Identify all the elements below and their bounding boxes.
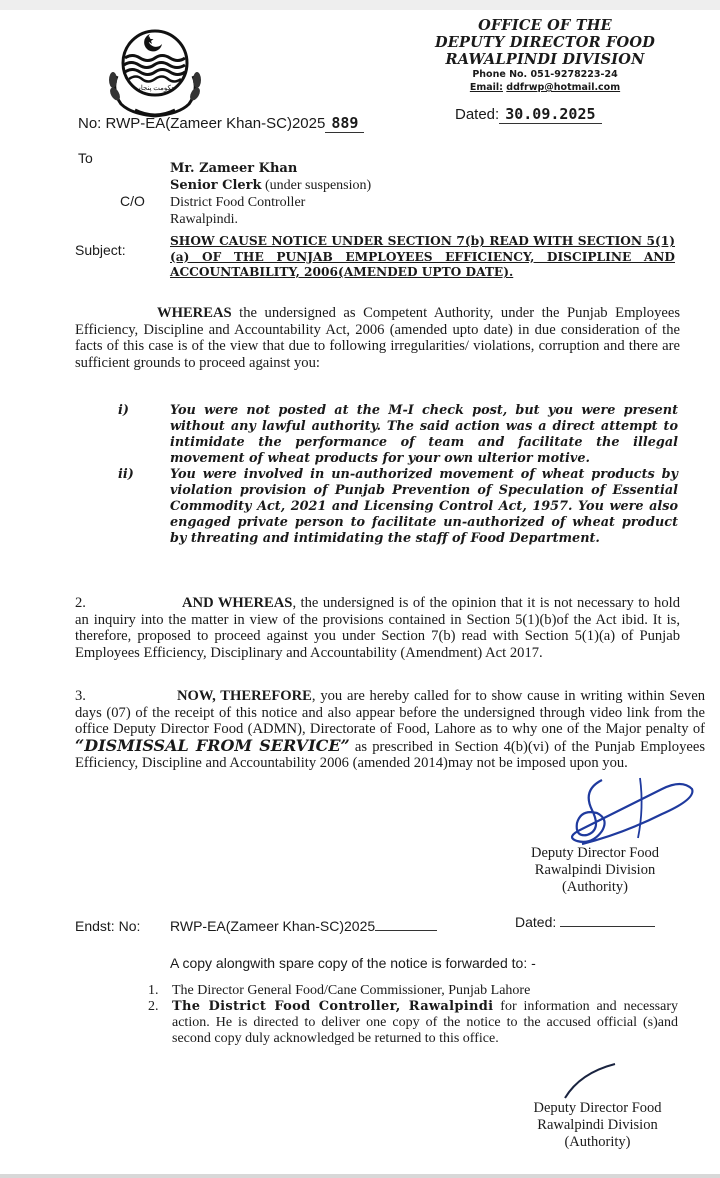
handwritten-date: 30.09.2025 [499,105,601,124]
office-line: OFFICE OF THE [478,17,612,34]
email-link[interactable]: ddfrwp@hotmail.com [506,82,621,93]
office-letterhead [420,17,670,94]
recipient-item: 2. The District Food Controller, Rawalpindi for information and necessary action. He is directed to deliver one copy of the notice to the accused official (s)and second copy duly acknowledged be returned to this office. [148,999,678,1046]
recipients-list [148,983,678,1047]
office-line: RAWALPINDI DIVISION [445,51,645,68]
to-label: To [78,150,93,166]
endorsement-reference: RWP-EA(Zameer Khan-SC)2025 [170,918,437,934]
recipient-item: 1. The Director General Food/Cane Commissioner, Punjab Lahore [148,983,531,998]
office-line: DEPUTY DIRECTOR FOOD [434,34,655,51]
paragraph-whereas: WHEREAS the undersigned as Competent Authority, under the Punjab Employees Efficiency, Discipline and Accountability Act, 2006 (amended upto date) in due consideration of the facts of this case is of the view that due to following irregularities/ violations, corruption and there are sufficient grounds to proceed against you: [75,305,680,371]
office-email: Email: ddfrwp@hotmail.com [469,82,621,93]
endorsement-label: Endst: No: [75,918,141,934]
top-edge [0,0,720,10]
penalty-text: “DISMISSAL FROM SERVICE” [75,735,350,755]
handwritten-number: 889 [325,114,364,133]
bottom-edge [0,1174,720,1178]
office-phone: Phone No. 051-9278223-24 [472,69,618,80]
paragraph-now-therefore: 3. NOW, THEREFORE, you are hereby called for to show cause in writing within Seven days (07) of the receipt of this notice and also appear before the undersigned through video link from the office Deputy Director Food (ADMN), Directorate of Food, Lahore as to why one of the Major penalty of “DISMISSAL FROM SERVICE” as prescribed in Section 4(b)(vi) of the Punjab Employees Efficiency, Discipline and Accountability 2006 (amended 2014)may not be imposed upon you. [75,688,705,771]
care-of-label: C/O [120,193,145,209]
letter-date: Dated: 30.09.2025 [455,105,602,124]
addressee-status: (under suspension) [265,178,372,193]
subject-text: SHOW CAUSE NOTICE UNDER SECTION 7(b) READ WITH SECTION 5(1)(a) OF THE PUNJAB EMPLOYEES EFFICIENCY, DISCIPLINE AND ACCOUNTABILITY, 2006(AMENDED UPTO DATE). [170,234,675,279]
endorsement-date: Dated: [515,914,655,930]
paragraph-and-whereas: 2. AND WHEREAS, the undersigned is of the opinion that it is not necessary to hold an inquiry into the matter in view of the provisions contained in Section 5(1)(b)of the Act ibid. It is, therefore, proposed to proceed against you under Section 7(b) read with Section 5(1)(a) of Punjab Employees Efficiency, Disciplinary and Accountability (Amendment) Act 2017. [75,595,680,661]
initial-stroke [560,1060,620,1100]
addressee-city: Rawalpindi. [170,212,239,227]
signature-block-authority: Deputy Director Food Rawalpindi Division (Authority) [530,845,660,895]
charge-item: ii) You were involved in un-authorized movement of wheat products by violation provision of Punjab Prevention of Speculation of Essential Commodity Act, 2021 and Licensing Control Act, 1957. You were also engaged private person to facilitate un-authorized of wheat product by threating and intimidating the staff of Food Department. [118,467,678,546]
punjab-government-emblem-icon [95,18,215,123]
addressee-office: District Food Controller [170,195,306,210]
forwarding-note: A copy alongwith spare copy of the notice is forwarded to: - [170,955,536,971]
addressee-block [170,160,371,228]
subject-label: Subject: [75,242,126,258]
charges-list [118,403,678,547]
charge-item: i) You were not posted at the M-I check post, but you were present without any lawful authority. The said action was a direct attempt to intimidate the performance of team and facilitate the illegal movement of wheat products for your own ulterior motive. [118,403,678,466]
svg-text:حکومت پنجاب: حکومت پنجاب [134,84,176,92]
addressee-designation: Senior Clerk [170,178,262,193]
reference-number: No: RWP-EA(Zameer Khan-SC)2025 889 [78,114,364,133]
signature-block-endorsement: Deputy Director Food Rawalpindi Division (Authority) [533,1100,662,1150]
addressee-name: Mr. Zameer Khan [170,161,298,176]
